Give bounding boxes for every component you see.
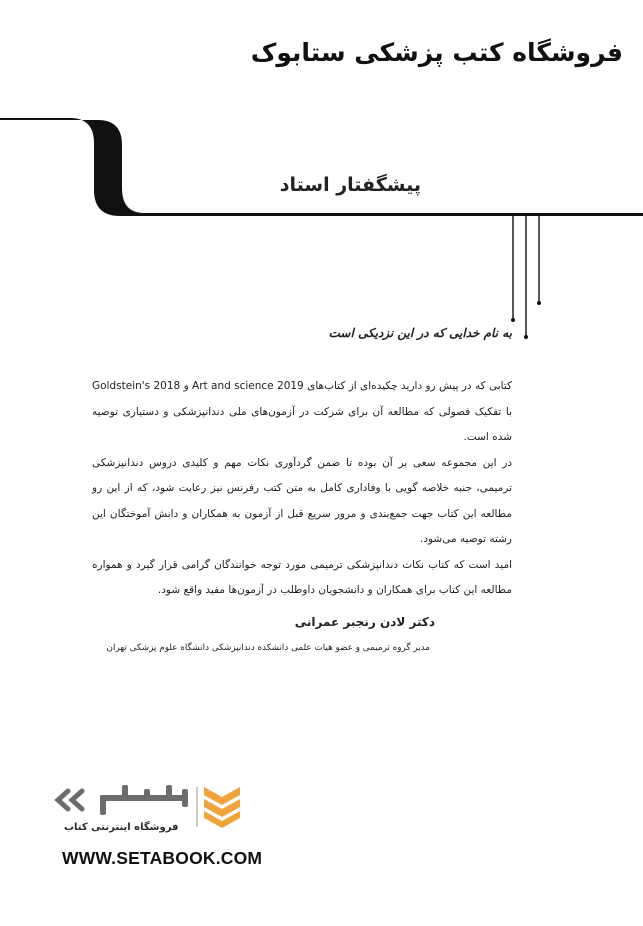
body-text [92,374,512,604]
author-affiliation: مدیر گروه ترمیمی و عضو هیات علمی دانشکده دندانپزشکی دانشگاه علوم پزشکی تهران [106,643,430,653]
chapter-title: پیشگفتار استاد [279,174,421,196]
logo-chevron-mark [204,787,240,828]
chapter-header-decoration [0,0,643,345]
logo-brand-glyphs [100,785,188,815]
paragraph-3: امید است که کتاب نکات دندانپزشکی ترمیمی مورد توجه خوانندگان گرامی قرار گیرد و همواره مطالعه این کتاب برای همکاران و دانشجویان داوطلب در آزمون‌ها مفید واقع شود. [92,558,512,596]
paragraph-2: در این مجموعه سعی بر آن بوده تا ضمن گردآوری نکات مهم و کلیدی دروس دندانپزشکی ترمیمی، جنبه خلاصه گویی با وفاداری کامل به متن کتب رفرنس نیز رعایت شود، که از این رو مطالعه این کتاب جهت جمع‌بندی و مرور سریع قبل از آزمون به همکاران و دانش آموختگان این رشته توصیه می‌شود. [92,456,512,545]
paragraph-1: کتابی که در پیش رو دارید چکیده‌ای از کتاب‌های Art and science 2019 و Goldstein's 2018 با تفکیک فصولی که مطالعه آن برای شرکت در آزمون‌های ملی دندانپزشکی و دستیاری توصیه شده است. [92,380,512,443]
chapter-tab-shape [0,118,643,216]
logo-arrows-icon [58,791,82,809]
logo-tagline: فروشگاه اینترنتی کتاب [64,822,179,833]
author-name: دکتر لادن رنجبر عمرانی [294,615,435,629]
store-title: فروشگاه کتب پزشکی ستابوک [250,38,623,67]
intro-line: به نام خدایی که در این نزدیکی است [328,326,512,340]
website-url[interactable]: WWW.SETABOOK.COM [62,848,263,868]
